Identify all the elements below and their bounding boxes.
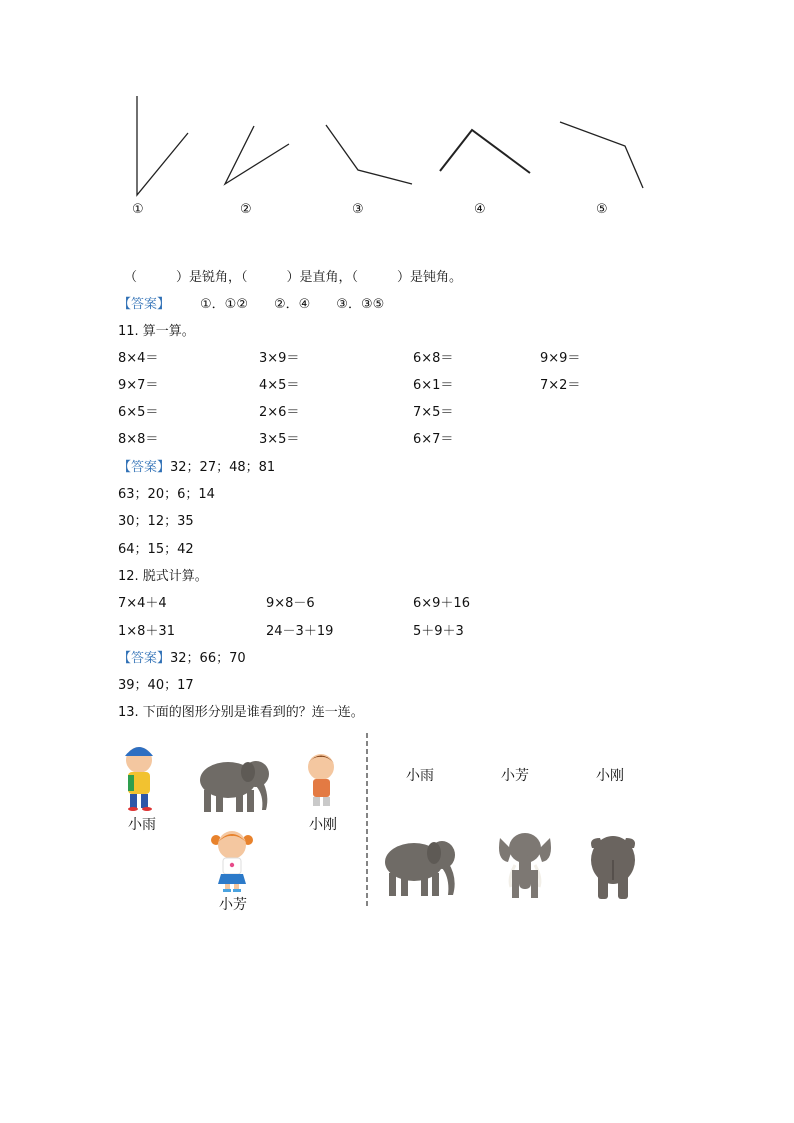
q13-title: 13. 下面的图形分别是谁看到的？连一连。 [118, 705, 364, 720]
q11-answer-line: 30；12；35 [118, 514, 194, 529]
boy-xiaogang-icon [308, 754, 334, 806]
q11-item: 4×5＝ [259, 378, 300, 393]
q11-item: 3×5＝ [259, 432, 300, 447]
elephant-side-view-icon [385, 841, 455, 896]
q11-item: 6×8＝ [413, 351, 454, 366]
q12-item: 5＋9＋3 [413, 624, 464, 639]
answer-tag: 【答案】 [118, 297, 171, 312]
q12-item: 24－3＋19 [266, 624, 334, 639]
right-label-xiaoyu: 小雨 [406, 768, 434, 784]
elephant-side-icon [200, 761, 269, 812]
q12-item: 1×8＋31 [118, 624, 175, 639]
q11-item: 6×1＝ [413, 378, 454, 393]
q11-item: 6×7＝ [413, 432, 454, 447]
angle-label-5: ⑤ [596, 202, 608, 217]
q11-item: 7×2＝ [540, 378, 581, 393]
q10-answer-text: ①．①② ②．④ ③．③⑤ [200, 297, 385, 312]
q11-answer-line: 64；15；42 [118, 542, 194, 557]
boy-xiaoyu-icon [125, 747, 153, 811]
right-label-xiaofang: 小芳 [501, 768, 529, 784]
q11-answer-line: 32；27；48；81 [170, 460, 276, 475]
q11-item: 2×6＝ [259, 405, 300, 420]
q12-answer-line: 32；66；70 [170, 651, 246, 666]
person-label-xiaogang: 小刚 [309, 817, 337, 833]
answer-tag: 【答案】 [118, 651, 171, 666]
q12-answer-line: 39；40；17 [118, 678, 194, 693]
q12-title: 12. 脱式计算。 [118, 569, 208, 584]
q11-item: 8×4＝ [118, 351, 159, 366]
q11-item: 3×9＝ [259, 351, 300, 366]
q12-item: 7×4＋4 [118, 596, 167, 611]
q11-item: 8×8＝ [118, 432, 159, 447]
person-label-xiaoyu: 小雨 [128, 817, 156, 833]
q11-item: 9×7＝ [118, 378, 159, 393]
q11-item: 9×9＝ [540, 351, 581, 366]
answer-tag: 【答案】 [118, 460, 171, 475]
angle-label-3: ③ [352, 202, 364, 217]
q11-item: 7×5＝ [413, 405, 454, 420]
elephant-back-view-icon [591, 836, 635, 899]
q11-title: 11. 算一算。 [118, 324, 195, 339]
q11-item: 6×5＝ [118, 405, 159, 420]
q12-item: 9×8－6 [266, 596, 315, 611]
angle-label-2: ② [240, 202, 252, 217]
elephant-front-view-icon [499, 833, 551, 898]
q11-answer-line: 63；20；6；14 [118, 487, 215, 502]
angle-label-4: ④ [474, 202, 486, 217]
q10-statement: （ ）是锐角，（ ）是直角，（ ）是钝角。 [124, 270, 463, 285]
girl-xiaofang-icon [211, 831, 253, 892]
q12-item: 6×9＋16 [413, 596, 470, 611]
angle-label-1: ① [132, 202, 144, 217]
person-label-xiaofang: 小芳 [219, 897, 247, 913]
right-label-xiaogang: 小刚 [596, 768, 624, 784]
